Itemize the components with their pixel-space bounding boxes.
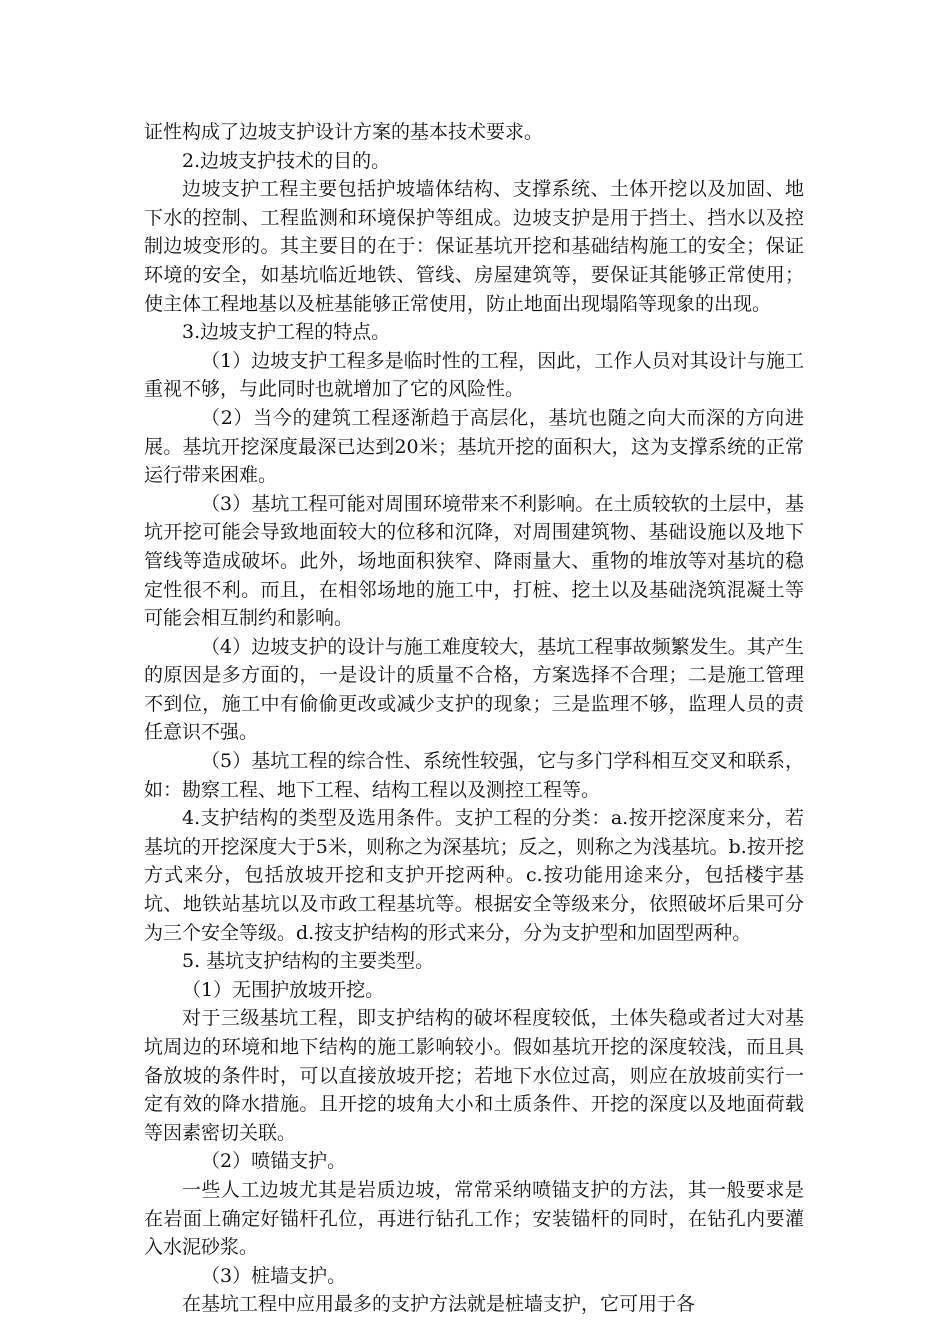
- document-page: [144, 118, 804, 1319]
- list-item-feature-3: （3）基坑工程可能对周围环境带来不利影响。在土质较软的土层中，基坑开挖可能会导致地面较大的位移和沉降，对周围建筑物、基础设施以及地下管线等造成破坏。此外，场地面积狭窄、降雨量大、重物的堆放等对基坑的稳定性很不利。而且，在相邻场地的施工中，打桩、挖土以及基础浇筑混凝土等可能会相互制约和影响。: [144, 492, 804, 630]
- section-heading-3: 3.边坡支护工程的特点。: [182, 321, 391, 344]
- subheading-type-1: （1）无围护放坡开挖。: [182, 978, 385, 1001]
- paragraph-type-2: 一些人工边坡尤其是岩质边坡，常常采纳喷锚支护的方法，其一般要求是在岩面上确定好锚杆孔位，再进行钻孔工作；安装锚杆的同时，在钻孔内要灌入水泥砂浆。: [144, 1178, 804, 1259]
- subheading-type-2: （2）喷锚支护。: [201, 1150, 347, 1173]
- paragraph-continuation: 证性构成了边坡支护设计方案的基本技术要求。: [144, 121, 544, 143]
- list-item-feature-5: （5）基坑工程的综合性、系统性较强，它与多门学科相互交叉和联系，如：勘察工程、地下工程、结构工程以及测控工程等。: [144, 750, 804, 801]
- paragraph-type-3: 在基坑工程中应用最多的支护方法就是桩墙支护，它可用于各: [182, 1293, 696, 1316]
- list-item-feature-4: （4）边坡支护的设计与施工难度较大，基坑工程事故频繁发生。其产生的原因是多方面的，一是设计的质量不合格，方案选择不合理；二是施工管理不到位，施工中有偷偷更改或减少支护的现象；三是监理不够，监理人员的责任意识不强。: [144, 635, 804, 744]
- section-heading-2: 2.边坡支护技术的目的。: [182, 149, 391, 172]
- section-heading-5: 5. 基坑支护结构的主要类型。: [182, 950, 435, 973]
- paragraph-type-1: 对于三级基坑工程，即支护结构的破坏程度较低，土体失稳或者过大对基坑周边的环境和地下结构的施工影响较小。假如基坑开挖的深度较浅，而且具备放坡的条件时，可以直接放坡开挖；若地下水位过高，则应在放坡前实行一定有效的降水措施。且开挖的坡角大小和土质条件、开挖的深度以及地面荷载等因素密切关联。: [144, 1007, 804, 1144]
- list-item-feature-1: （1）边坡支护工程多是临时性的工程，因此，工作人员对其设计与施工重视不够，与此同时也就增加了它的风险性。: [144, 349, 804, 401]
- list-item-feature-2: （2）当今的建筑工程逐渐趋于高层化，基坑也随之向大而深的方向进展。基坑开挖深度最深已达到20米；基坑开挖的面积大，这为支撑系统的正常运行带来困难。: [144, 406, 804, 487]
- section-heading-4: 4.支护结构的类型及选用条件。支护工程的分类：a.按开挖深度来分，若基坑的开挖深度大于5米，则称之为深基坑；反之，则称之为浅基坑。b.按开挖方式来分，包括放坡开挖和支护开挖两种。c.按功能用途来分，包括楼宇基坑、地铁站基坑以及市政工程基坑等。根据安全等级来分，依照破坏后果可分为三个安全等级。d.按支护结构的形式来分，分为支护型和加固型两种。: [144, 807, 804, 944]
- paragraph-support-engineering: 边坡支护工程主要包括护坡墙体结构、支撑系统、土体开挖以及加固、地下水的控制、工程监测和环境保护等组成。边坡支护是用于挡土、挡水以及控制边坡变形的。其主要目的在于：保证基坑开挖和基础结构施工的安全；保证环境的安全，如基坑临近地铁、管线、房屋建筑等，要保证其能够正常使用；使主体工程地基以及桩基能够正常使用，防止地面出现塌陷等现象的出现。: [144, 178, 804, 315]
- subheading-type-3: （3）桩墙支护。: [201, 1264, 347, 1287]
